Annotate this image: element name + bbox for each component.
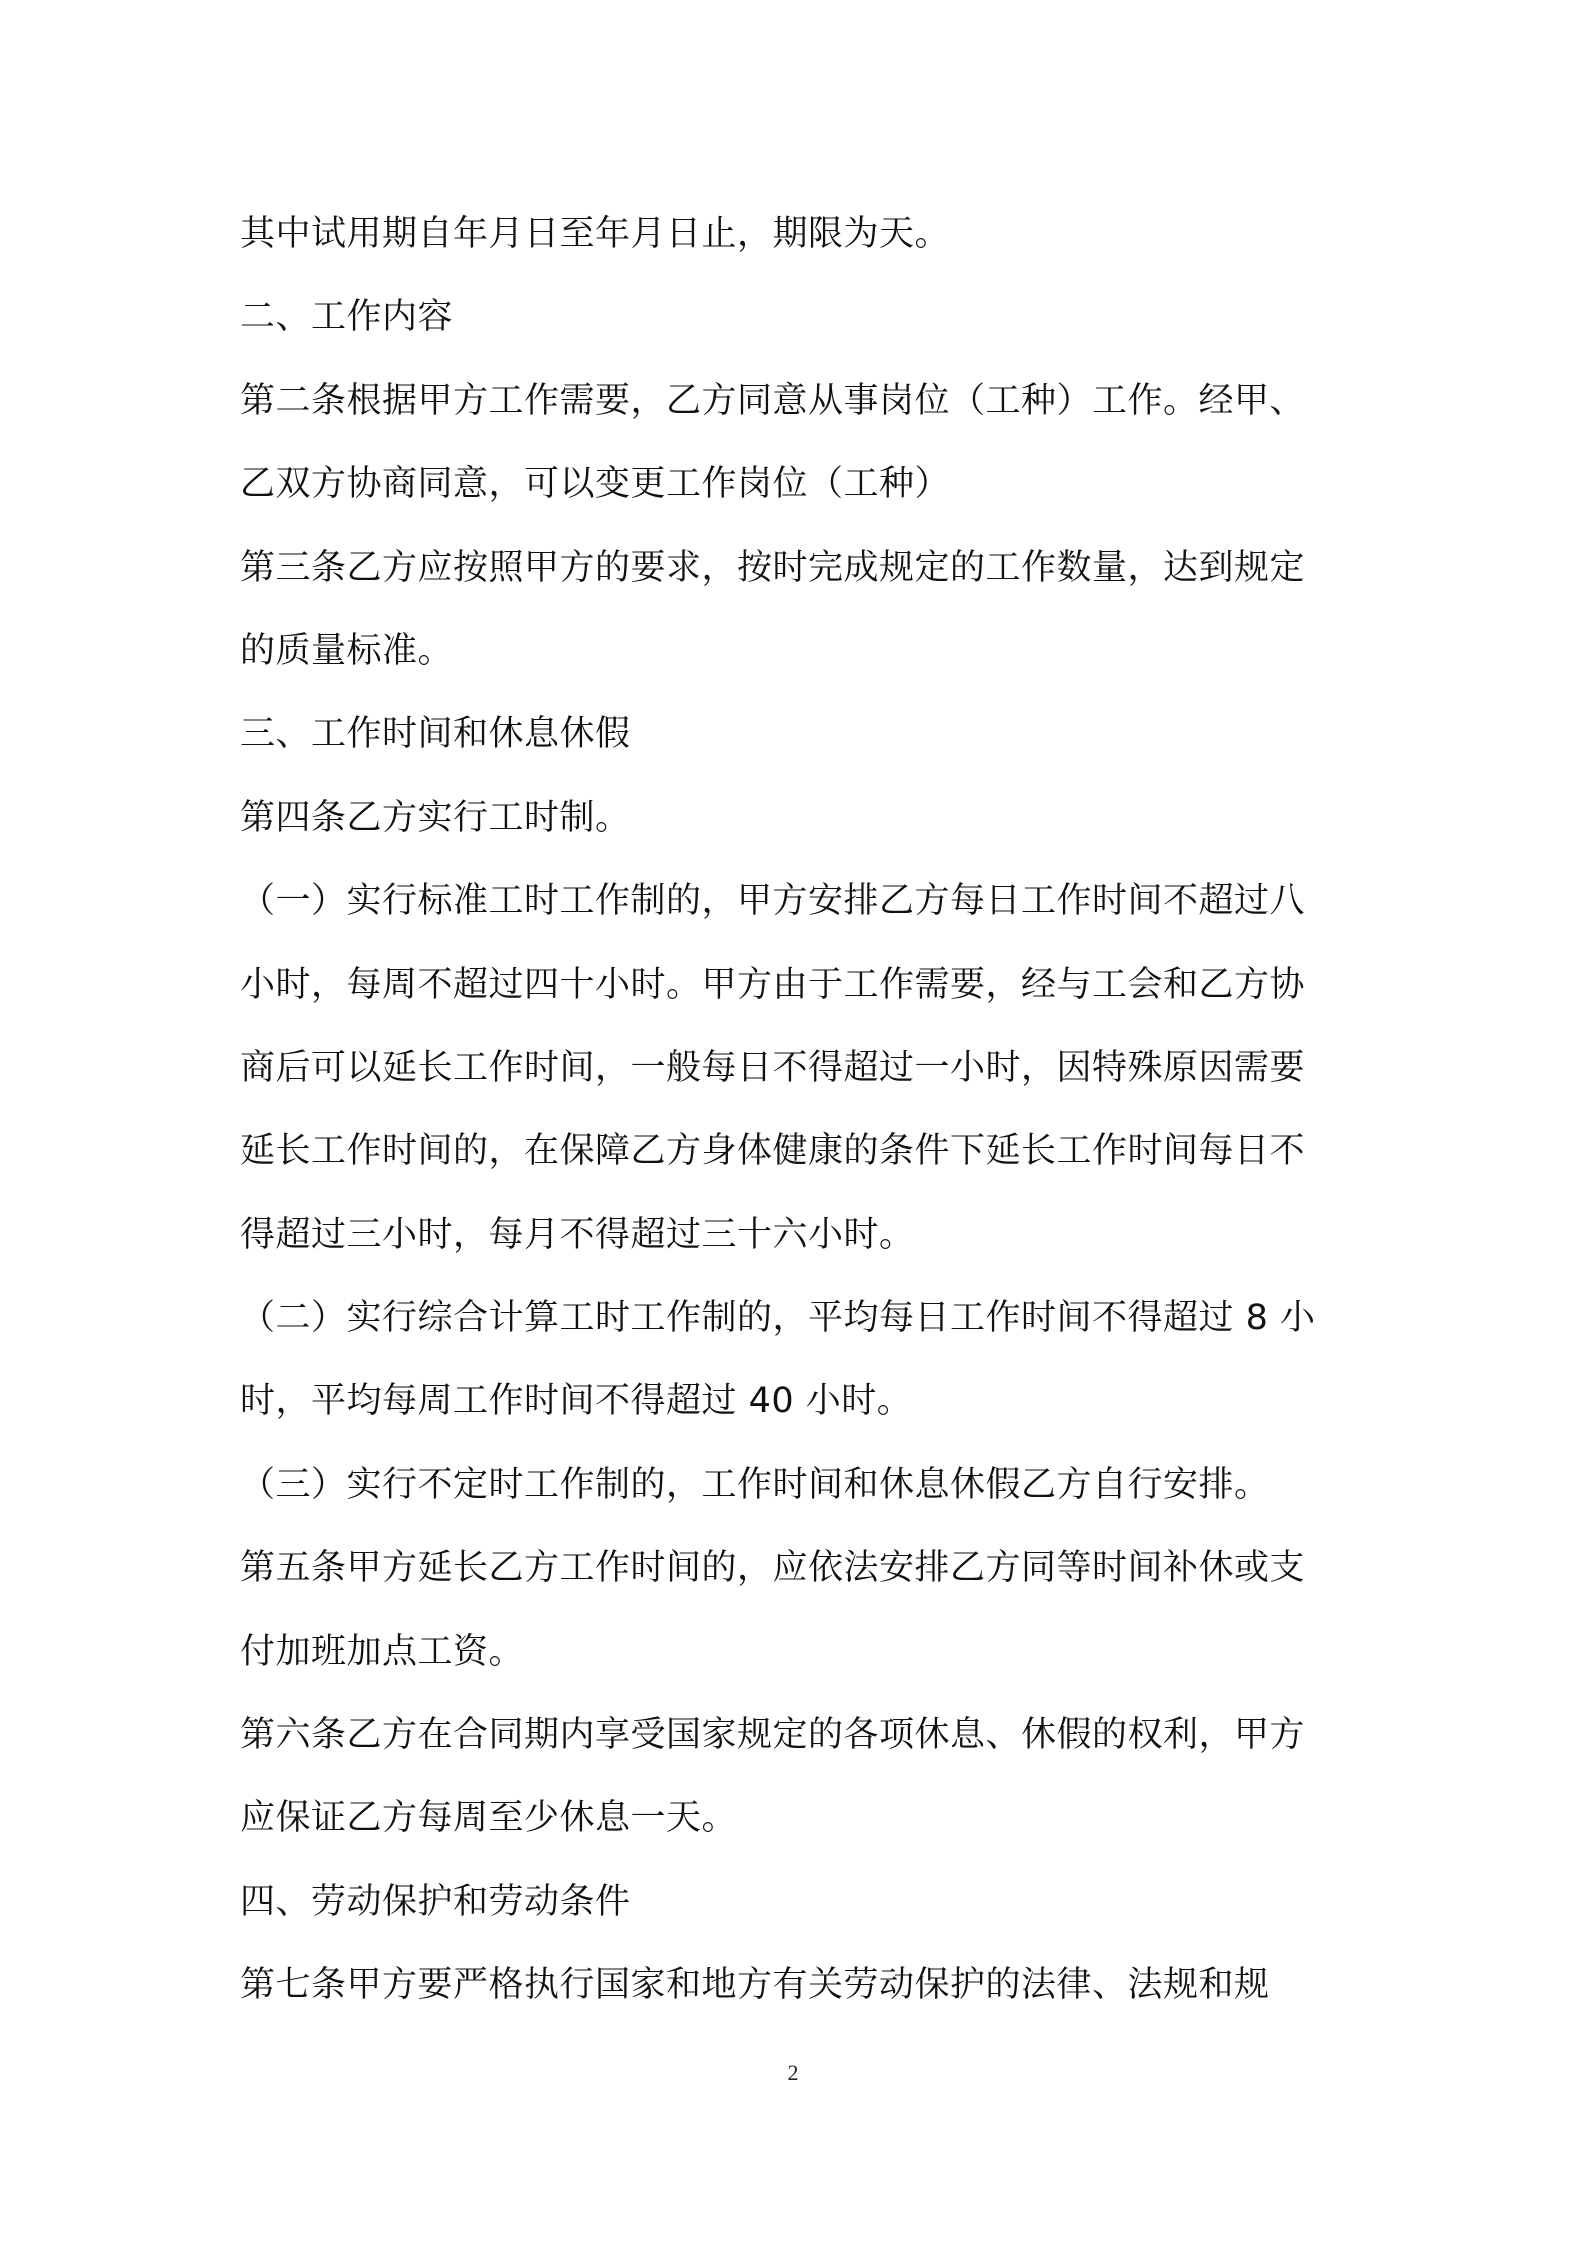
text-line: 其中试用期自年月日至年月日止，期限为天。 [240,214,951,254]
text-line: 应保证乙方每周至少休息一天。 [240,1798,738,1839]
text-line: （一）实行标准工时工作制的，甲方安排乙方每日工作时间不超过八 [240,881,1306,922]
text-line: 第二条根据甲方工作需要，乙方同意从事岗位（工种）工作。经甲、 [240,380,1306,421]
text-line: 小时，每周不超过四十小时。甲方由于工作需要，经与工会和乙方协 [240,964,1306,1005]
text-line: 的质量标准。 [240,630,454,671]
section-heading: 三、工作时间和休息休假 [240,714,631,755]
text-line: 延长工作时间的，在保障乙方身体健康的条件下延长工作时间每日不 [240,1131,1306,1172]
text-line: 第七条甲方要严格执行国家和地方有关劳动保护的法律、法规和规 [240,1965,1270,2006]
text-line: 第三条乙方应按照甲方的要求，按时完成规定的工作数量，达到规定 [240,547,1306,588]
text-line: 商后可以延长工作时间，一般每日不得超过一小时，因特殊原因需要 [240,1047,1306,1088]
text-line: 第六条乙方在合同期内享受国家规定的各项休息、休假的权利，甲方 [240,1715,1306,1756]
section-heading: 二、工作内容 [240,297,454,338]
document-body [240,193,1360,2028]
text-line: 乙双方协商同意，可以变更工作岗位（工种） [240,464,951,505]
text-line: 第四条乙方实行工时制。 [240,797,631,838]
text-line: 时，平均每周工作时间不得超过 40 小时。 [240,1381,913,1422]
text-line: 第五条甲方延长乙方工作时间的，应依法安排乙方同等时间补休或支 [240,1548,1306,1589]
text-line: （二）实行综合计算工时工作制的，平均每日工作时间不得超过 8 小 [240,1298,1316,1339]
page-number: 2 [787,2060,799,2085]
text-line: 得超过三小时，每月不得超过三十六小时。 [240,1214,915,1255]
text-line: （三）实行不定时工作制的，工作时间和休息休假乙方自行安排。 [240,1464,1270,1505]
text-line: 付加班加点工资。 [240,1631,525,1672]
section-heading: 四、劳动保护和劳动条件 [240,1881,631,1922]
